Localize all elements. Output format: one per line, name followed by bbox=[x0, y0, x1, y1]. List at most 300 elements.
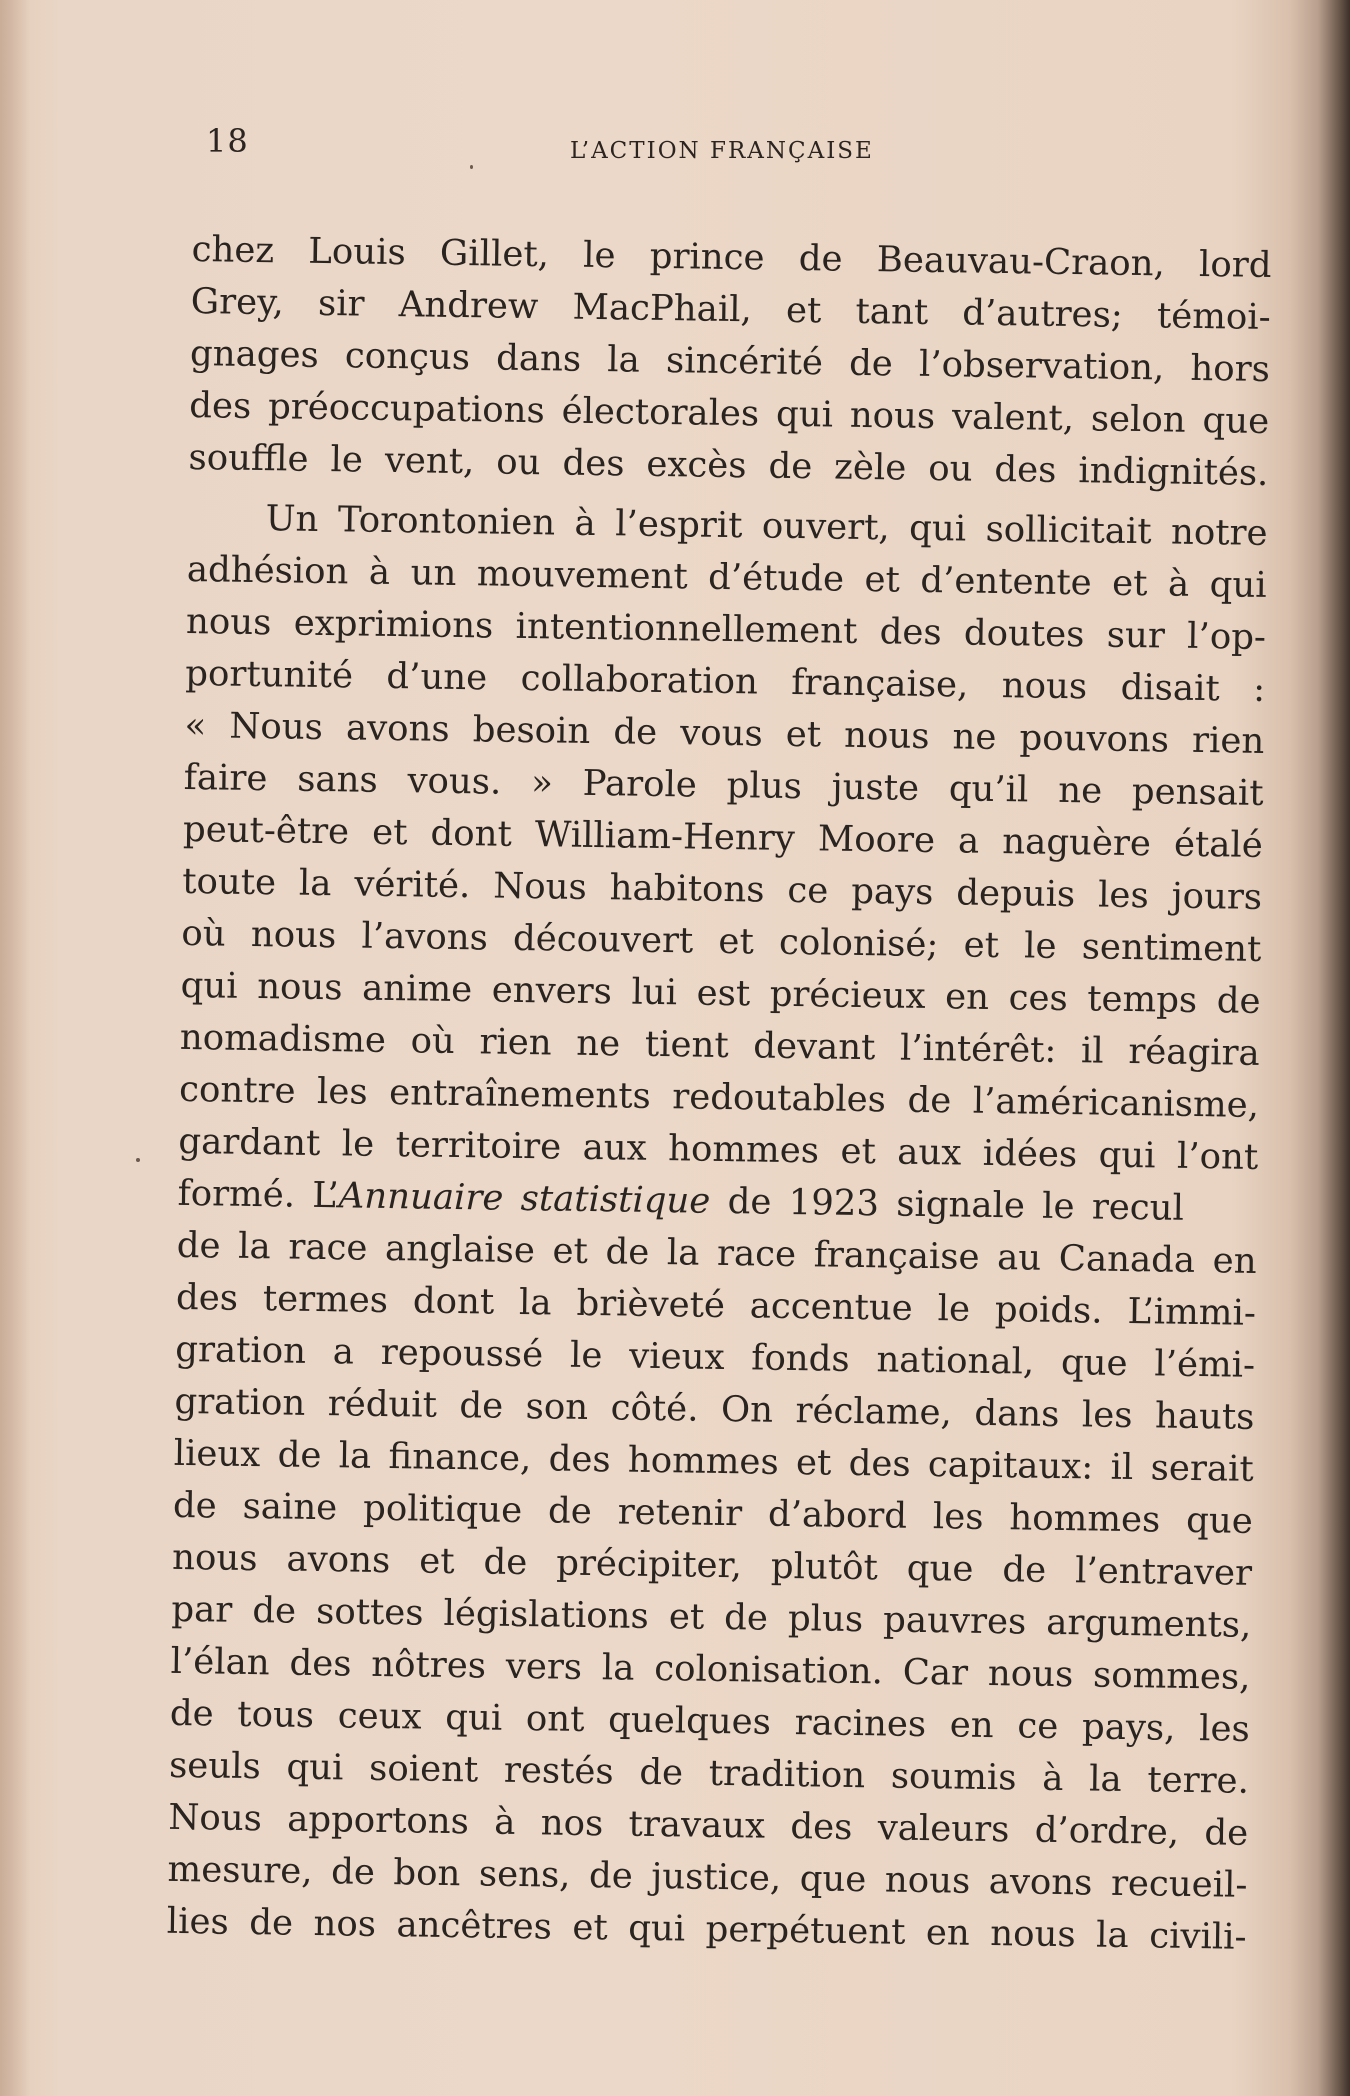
word: les bbox=[932, 1496, 984, 1538]
word: qui bbox=[627, 1907, 686, 1950]
word: tous bbox=[237, 1693, 315, 1736]
word: découvert bbox=[512, 917, 694, 962]
word: d’entente bbox=[920, 559, 1092, 604]
word: la bbox=[1095, 1914, 1130, 1957]
word: vous bbox=[679, 712, 764, 755]
body-text bbox=[166, 224, 1271, 1964]
word: zèle bbox=[833, 446, 907, 489]
word: Un bbox=[265, 498, 319, 540]
word: de bbox=[483, 1541, 528, 1584]
word: envers bbox=[491, 969, 613, 1013]
word: peut-être bbox=[182, 808, 350, 853]
word: vous. bbox=[407, 760, 502, 803]
word: d’autres; bbox=[962, 292, 1124, 336]
word: colonisé; bbox=[778, 921, 939, 966]
word: hommes bbox=[627, 1439, 780, 1483]
word: collaboration bbox=[520, 657, 759, 703]
word: et bbox=[1111, 562, 1148, 605]
word: qui bbox=[180, 964, 238, 1007]
word: qui bbox=[908, 507, 967, 550]
word: de bbox=[459, 1385, 504, 1427]
word: son bbox=[525, 1386, 589, 1429]
word: réduit bbox=[327, 1383, 438, 1426]
word: bon bbox=[393, 1852, 461, 1895]
word: fonds bbox=[751, 1337, 850, 1380]
word: exprimions bbox=[293, 602, 494, 647]
word: précipiter, bbox=[555, 1542, 743, 1587]
word: anime bbox=[361, 967, 473, 1011]
word: réagira bbox=[1128, 1030, 1261, 1074]
word: L’immi- bbox=[1127, 1290, 1257, 1334]
word: vers bbox=[505, 1645, 583, 1688]
word: hommes bbox=[1009, 1497, 1161, 1541]
word: tient bbox=[644, 1023, 729, 1067]
word: d’étude bbox=[707, 556, 845, 600]
word: ne bbox=[576, 1022, 621, 1065]
word: recueil- bbox=[1110, 1862, 1248, 1906]
word: sur bbox=[1106, 614, 1166, 657]
word: précieux bbox=[769, 973, 926, 1017]
word: de bbox=[248, 1902, 294, 1944]
word: devant bbox=[752, 1025, 876, 1069]
word: des bbox=[189, 384, 252, 427]
word: pays bbox=[850, 870, 934, 914]
word: nous bbox=[185, 600, 272, 644]
word: ce bbox=[1017, 1705, 1059, 1748]
word: les bbox=[1081, 1394, 1133, 1437]
word: race bbox=[288, 1226, 368, 1269]
word: capitaux: bbox=[927, 1444, 1094, 1488]
word: en bbox=[925, 1912, 971, 1954]
word: seuls bbox=[168, 1744, 262, 1788]
word: travaux bbox=[628, 1803, 766, 1847]
word: quelques bbox=[607, 1699, 772, 1743]
word: l’américanisme, bbox=[972, 1080, 1260, 1126]
word: arguments, bbox=[1045, 1601, 1252, 1646]
word: lies bbox=[166, 1900, 230, 1943]
word: ont bbox=[525, 1698, 585, 1740]
word: la bbox=[338, 1435, 372, 1477]
word: de bbox=[848, 342, 894, 385]
word: nous bbox=[990, 1913, 1076, 1956]
word: ou bbox=[927, 447, 973, 490]
word: disait bbox=[1120, 666, 1221, 710]
text-run: formé. L’ bbox=[177, 1172, 339, 1217]
word: plus bbox=[787, 1597, 864, 1641]
ink-speck bbox=[136, 1158, 140, 1162]
word: colonisation. bbox=[653, 1648, 884, 1693]
word: pouvons bbox=[1019, 717, 1170, 761]
word: excès bbox=[646, 443, 747, 487]
word: repoussé bbox=[380, 1331, 544, 1376]
word: tant bbox=[855, 290, 929, 333]
word: sottes bbox=[315, 1590, 424, 1634]
word: sommes, bbox=[1092, 1654, 1251, 1698]
word: française bbox=[813, 1234, 980, 1278]
word: brièveté bbox=[576, 1282, 726, 1327]
word: plus bbox=[726, 764, 803, 808]
word: française, bbox=[791, 661, 969, 706]
word: préoccupations bbox=[267, 386, 546, 432]
word: qu’il bbox=[948, 768, 1029, 811]
ink-speck bbox=[470, 165, 473, 169]
word: souffle bbox=[188, 436, 309, 480]
word: de bbox=[639, 1751, 684, 1794]
word: d’ordre, bbox=[1034, 1809, 1180, 1853]
word: tradition bbox=[708, 1752, 866, 1797]
word: « bbox=[184, 704, 207, 747]
word: le bbox=[937, 1288, 971, 1330]
word: des bbox=[879, 611, 942, 654]
word: intentionnellement bbox=[515, 605, 858, 652]
word: des bbox=[548, 1438, 611, 1481]
word: à bbox=[368, 551, 391, 593]
running-title: L’ACTION FRANÇAISE bbox=[570, 138, 874, 164]
word: plutôt bbox=[770, 1545, 879, 1589]
word: valeurs bbox=[877, 1807, 1010, 1851]
word: nous bbox=[1001, 665, 1088, 708]
word: vérité. bbox=[354, 863, 471, 907]
word: et bbox=[864, 559, 901, 601]
word: entraînements bbox=[388, 1072, 652, 1117]
word: des bbox=[562, 442, 625, 485]
word: Gillet, bbox=[439, 232, 550, 276]
word: de bbox=[588, 1855, 634, 1897]
word: nous bbox=[843, 714, 930, 757]
word: de bbox=[547, 1490, 593, 1533]
word: de bbox=[330, 1851, 376, 1893]
word: la bbox=[607, 339, 641, 381]
word: On bbox=[720, 1388, 774, 1431]
word: l’op- bbox=[1186, 615, 1267, 658]
word: racines bbox=[794, 1702, 927, 1746]
word: depuis bbox=[956, 872, 1076, 916]
word: hauts bbox=[1154, 1395, 1255, 1438]
word: pauvres bbox=[882, 1599, 1027, 1643]
word: pensait bbox=[1131, 771, 1264, 814]
word: ou bbox=[496, 441, 541, 484]
word: ne bbox=[952, 716, 997, 758]
word: Canada bbox=[1058, 1237, 1196, 1281]
word: restés bbox=[503, 1749, 614, 1793]
word: l’émi- bbox=[1154, 1343, 1256, 1386]
word: anglaise bbox=[384, 1227, 536, 1272]
running-head bbox=[0, 122, 1350, 172]
word: Beauvau-Craon, bbox=[876, 239, 1166, 285]
word: besoin bbox=[472, 709, 591, 752]
word: toute bbox=[181, 860, 277, 904]
word: nous bbox=[250, 913, 337, 957]
word: des bbox=[790, 1806, 853, 1848]
word: rien bbox=[1191, 719, 1265, 762]
word: et bbox=[785, 289, 822, 332]
word: qui bbox=[1209, 564, 1267, 606]
word: et bbox=[795, 1442, 832, 1484]
word: le bbox=[341, 1123, 375, 1165]
word: des bbox=[175, 1276, 239, 1319]
word: où bbox=[181, 912, 227, 955]
word: finance, bbox=[388, 1436, 532, 1480]
word: Andrew bbox=[398, 284, 539, 328]
word: de bbox=[798, 238, 843, 280]
word: hors bbox=[1190, 347, 1271, 391]
word: accentue bbox=[749, 1285, 914, 1329]
word: le bbox=[582, 234, 616, 277]
word: indignités. bbox=[1078, 450, 1269, 494]
word: où bbox=[410, 1020, 456, 1062]
word: que bbox=[1185, 1499, 1254, 1542]
word: soumis bbox=[890, 1755, 1017, 1799]
word: la bbox=[601, 1647, 635, 1689]
word: redoutables bbox=[671, 1076, 887, 1121]
word: gration bbox=[174, 1328, 307, 1372]
word: l’avons bbox=[361, 915, 489, 959]
word: de bbox=[605, 1231, 650, 1273]
word: des bbox=[289, 1642, 352, 1685]
word: des bbox=[848, 1442, 911, 1485]
word: réclame, bbox=[795, 1390, 953, 1434]
word: vent, bbox=[384, 439, 475, 483]
word: à bbox=[574, 502, 597, 545]
word: Grey, bbox=[190, 280, 285, 324]
paragraph-2 bbox=[166, 492, 1267, 1964]
word: que bbox=[1060, 1342, 1128, 1385]
word: le bbox=[569, 1334, 603, 1377]
word: la bbox=[1088, 1758, 1122, 1800]
word: les bbox=[316, 1070, 368, 1113]
word: nos bbox=[540, 1802, 604, 1845]
word: lord bbox=[1198, 243, 1272, 287]
word: Nous bbox=[492, 865, 588, 908]
word: conçus bbox=[344, 335, 471, 379]
word: rien bbox=[479, 1021, 553, 1064]
word: le bbox=[1023, 925, 1057, 967]
word: jours bbox=[1171, 875, 1263, 918]
word: l’observation, bbox=[918, 343, 1165, 389]
word: et bbox=[840, 1130, 877, 1173]
word: mesure, bbox=[167, 1848, 313, 1892]
word: doutes bbox=[963, 612, 1085, 656]
word: qui bbox=[1098, 1134, 1156, 1177]
word: adhésion bbox=[186, 548, 349, 593]
word: avons bbox=[988, 1861, 1093, 1904]
word: de bbox=[169, 1692, 214, 1735]
word: » bbox=[530, 762, 554, 804]
word: par bbox=[171, 1588, 233, 1631]
word: contre bbox=[178, 1068, 296, 1112]
word: Nous bbox=[168, 1796, 263, 1840]
word: de bbox=[907, 1079, 952, 1122]
word: serait bbox=[1150, 1447, 1254, 1490]
word: naguère bbox=[1002, 821, 1152, 865]
word: sens, bbox=[478, 1853, 571, 1896]
word: de bbox=[1002, 1549, 1047, 1591]
word: soient bbox=[368, 1747, 479, 1791]
word: côté. bbox=[610, 1387, 699, 1430]
word: la bbox=[298, 862, 332, 905]
word: dont bbox=[412, 1280, 495, 1323]
word: avons bbox=[345, 707, 450, 750]
italic-title: Annuaire statistique bbox=[338, 1175, 711, 1222]
word: politique bbox=[362, 1487, 523, 1532]
word: la bbox=[237, 1225, 272, 1268]
word: aux bbox=[896, 1131, 962, 1174]
word: ne bbox=[1057, 769, 1103, 812]
word: et bbox=[418, 1540, 455, 1583]
word: de bbox=[768, 445, 813, 488]
word: sollicitait bbox=[985, 508, 1152, 553]
word: qui bbox=[286, 1746, 344, 1789]
word: de bbox=[613, 711, 658, 753]
word: ceux bbox=[337, 1695, 422, 1738]
word: et bbox=[572, 1906, 609, 1949]
word: termes bbox=[262, 1278, 389, 1322]
page-number: 18 bbox=[206, 122, 249, 160]
word: saine bbox=[242, 1485, 338, 1529]
word: et bbox=[785, 713, 822, 756]
word: électorales bbox=[561, 390, 760, 435]
word: nous bbox=[171, 1536, 258, 1580]
word: Nous bbox=[229, 705, 324, 748]
word: sans bbox=[296, 758, 379, 801]
word: temps bbox=[1087, 978, 1198, 1021]
word: perpétuent bbox=[705, 1908, 906, 1953]
word: témoi- bbox=[1156, 295, 1271, 339]
word: MacPhail, bbox=[572, 286, 753, 331]
word: en bbox=[1212, 1240, 1257, 1282]
word: nous bbox=[849, 394, 936, 438]
word: gration bbox=[174, 1380, 306, 1424]
word: faire bbox=[183, 756, 268, 800]
word: national, bbox=[876, 1339, 1035, 1383]
word: justice, bbox=[651, 1855, 782, 1899]
word: un bbox=[410, 552, 457, 594]
word: notre bbox=[1170, 511, 1268, 554]
word: William-Henry bbox=[534, 814, 796, 860]
word: nôtres bbox=[370, 1643, 487, 1687]
word: Car bbox=[902, 1651, 969, 1694]
word: lui bbox=[631, 971, 678, 1014]
page-gutter-shadow bbox=[0, 0, 30, 2096]
word: que bbox=[906, 1547, 974, 1590]
word: les bbox=[1097, 874, 1150, 917]
word: il bbox=[1110, 1446, 1134, 1489]
word: que bbox=[1202, 400, 1270, 442]
text-run: de 1923 signale le recul bbox=[710, 1180, 1185, 1229]
word: Parole bbox=[582, 762, 698, 806]
word: qui bbox=[444, 1696, 503, 1739]
word: et bbox=[718, 920, 755, 963]
word: chez bbox=[191, 228, 275, 272]
word: et bbox=[552, 1230, 589, 1272]
word: dans bbox=[495, 337, 582, 380]
word: nous bbox=[987, 1652, 1074, 1696]
word: les bbox=[1198, 1708, 1251, 1750]
word: nous bbox=[884, 1859, 971, 1902]
word: retenir bbox=[617, 1491, 743, 1535]
word: l’esprit bbox=[614, 503, 743, 547]
word: mouvement bbox=[476, 553, 688, 598]
word: de bbox=[723, 1597, 769, 1639]
word: sincérité bbox=[665, 340, 824, 384]
word: l’ont bbox=[1176, 1135, 1259, 1178]
word: ancêtres bbox=[396, 1904, 553, 1948]
word: au bbox=[996, 1237, 1042, 1279]
word: que bbox=[799, 1858, 867, 1901]
word: valent, bbox=[951, 396, 1075, 440]
word: et bbox=[963, 924, 1000, 967]
word: idées bbox=[982, 1132, 1078, 1176]
word: de bbox=[172, 1484, 218, 1527]
word: hommes bbox=[667, 1128, 820, 1172]
word: prince bbox=[649, 235, 765, 279]
word: est bbox=[696, 972, 751, 1015]
word: nomadisme bbox=[179, 1016, 387, 1061]
word: de bbox=[252, 1590, 297, 1632]
word: pays, bbox=[1081, 1706, 1176, 1749]
word: Torontonien bbox=[337, 499, 556, 544]
word: a bbox=[332, 1331, 355, 1373]
word: lieux bbox=[173, 1432, 261, 1476]
word: aux bbox=[582, 1126, 648, 1169]
word: l’intérêt: bbox=[899, 1027, 1057, 1071]
word: gnages bbox=[189, 332, 320, 376]
word: à bbox=[1167, 563, 1190, 605]
word: portunité bbox=[185, 652, 354, 697]
word: dont bbox=[430, 812, 513, 855]
word: d’abord bbox=[767, 1493, 908, 1537]
word: Louis bbox=[308, 230, 407, 274]
word: Moore bbox=[817, 818, 936, 862]
word: de bbox=[277, 1434, 322, 1477]
word: selon bbox=[1090, 398, 1187, 441]
word: qui bbox=[775, 393, 834, 436]
word: nos bbox=[313, 1902, 377, 1945]
word: ces bbox=[1008, 977, 1069, 1020]
word: dans bbox=[974, 1392, 1060, 1435]
word: en bbox=[944, 976, 990, 1018]
word: race bbox=[716, 1232, 797, 1276]
paragraph-1 bbox=[188, 224, 1272, 500]
word: de bbox=[176, 1224, 221, 1267]
word: et bbox=[371, 811, 408, 854]
word: territoire bbox=[395, 1124, 562, 1168]
word: sentiment bbox=[1081, 926, 1262, 970]
word: ce bbox=[787, 869, 829, 912]
word: : bbox=[1252, 668, 1266, 710]
word: de bbox=[1216, 980, 1261, 1022]
word: il bbox=[1080, 1030, 1105, 1072]
word: avons bbox=[286, 1538, 391, 1582]
word: terre. bbox=[1147, 1759, 1250, 1802]
word: nous bbox=[256, 966, 343, 1009]
word: habitons bbox=[609, 867, 765, 911]
word: vieux bbox=[628, 1335, 725, 1379]
word: poids. bbox=[994, 1289, 1103, 1332]
word: à bbox=[493, 1801, 516, 1843]
word: et bbox=[668, 1596, 705, 1638]
word: à bbox=[1041, 1757, 1064, 1800]
word: sir bbox=[317, 282, 365, 325]
word: l’entraver bbox=[1074, 1550, 1253, 1594]
word: d’une bbox=[386, 655, 488, 699]
word: juste bbox=[831, 766, 920, 809]
word: l’élan bbox=[170, 1640, 270, 1684]
word: étalé bbox=[1173, 823, 1264, 866]
word: de bbox=[1204, 1812, 1249, 1854]
word: la bbox=[666, 1232, 700, 1274]
word: en bbox=[949, 1704, 994, 1747]
